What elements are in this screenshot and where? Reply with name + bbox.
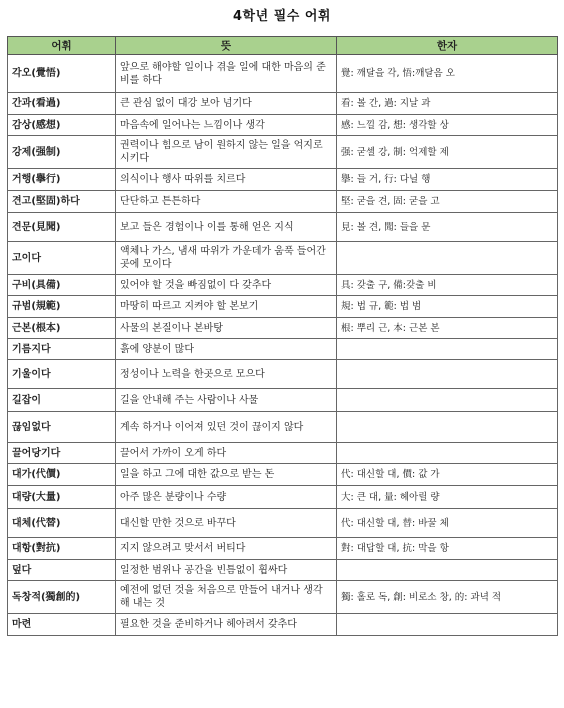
- table-row: [8, 389, 558, 412]
- vocab-meaning-cell: 끌어서 가까이 오게 하다: [116, 443, 337, 464]
- vocab-hanja-cell: 大: 큰 대, 量: 헤아릴 량: [337, 486, 558, 509]
- table-row: [8, 538, 558, 560]
- table-row: [8, 296, 558, 318]
- vocab-meaning-cell: 액체나 가스, 냄새 따위가 가운데가 움푹 들어간 곳에 모이다: [116, 242, 337, 275]
- table-row: [8, 115, 558, 136]
- column-header-hanja: 한자: [337, 37, 558, 55]
- table-row: [8, 360, 558, 389]
- vocab-word-cell: 규범(規範): [8, 296, 116, 318]
- vocab-word-cell: 근본(根本): [8, 318, 116, 339]
- vocab-word-cell: 견문(見聞): [8, 213, 116, 242]
- vocab-meaning-cell: 필요한 것을 준비하거나 헤아려서 갖추다: [116, 614, 337, 636]
- vocab-hanja-cell: [337, 443, 558, 464]
- table-row: [8, 560, 558, 581]
- vocab-word-cell: 대량(大量): [8, 486, 116, 509]
- vocab-hanja-cell: [337, 389, 558, 412]
- vocab-meaning-cell: 앞으로 해야할 일이나 겪을 일에 대한 마음의 준비를 하다: [116, 55, 337, 93]
- vocab-word-cell: 감상(感想): [8, 115, 116, 136]
- vocab-word-cell: 끌어당기다: [8, 443, 116, 464]
- table-row: [8, 275, 558, 296]
- vocab-hanja-cell: 感: 느낄 감, 想: 생각할 상: [337, 115, 558, 136]
- vocab-word-cell: 기울이다: [8, 360, 116, 389]
- vocab-hanja-cell: 獨: 홀로 독, 創: 비로소 창, 的: 과녁 적: [337, 581, 558, 614]
- vocab-meaning-cell: 의식이나 행사 따위를 치르다: [116, 169, 337, 191]
- vocab-word-cell: 구비(具備): [8, 275, 116, 296]
- vocab-meaning-cell: 계속 하거나 이어져 있던 것이 끊이지 않다: [116, 412, 337, 443]
- column-header-word: 어휘: [8, 37, 116, 55]
- table-row: [8, 55, 558, 93]
- vocabulary-table: [7, 36, 558, 636]
- vocab-word-cell: 간과(看過): [8, 93, 116, 115]
- table-row: [8, 443, 558, 464]
- table-row: [8, 412, 558, 443]
- vocab-word-cell: 덮다: [8, 560, 116, 581]
- vocab-word-cell: 대항(對抗): [8, 538, 116, 560]
- vocab-word-cell: 마련: [8, 614, 116, 636]
- vocab-meaning-cell: 보고 들은 경험이나 이를 통해 얻은 지식: [116, 213, 337, 242]
- vocab-meaning-cell: 흙에 양분이 많다: [116, 339, 337, 360]
- vocab-hanja-cell: 具: 갖출 구, 備:갖출 비: [337, 275, 558, 296]
- vocab-hanja-cell: 擧: 들 거, 行: 다닐 행: [337, 169, 558, 191]
- page-title: 4학년 필수 어휘: [233, 9, 331, 24]
- table-row: [8, 339, 558, 360]
- vocab-word-cell: 길잡이: [8, 389, 116, 412]
- vocab-meaning-cell: 권력이나 힘으로 남이 원하지 않는 일을 억지로 시키다: [116, 136, 337, 169]
- vocab-hanja-cell: [337, 242, 558, 275]
- table-row: [8, 614, 558, 636]
- vocab-hanja-cell: [337, 614, 558, 636]
- table-row: [8, 464, 558, 486]
- vocab-word-cell: 독창적(獨創的): [8, 581, 116, 614]
- vocab-hanja-cell: 根: 뿌리 근, 本: 근본 본: [337, 318, 558, 339]
- vocab-meaning-cell: 일을 하고 그에 대한 값으로 받는 돈: [116, 464, 337, 486]
- vocab-hanja-cell: 代: 대신할 대, 替: 바꿀 체: [337, 509, 558, 538]
- vocab-word-cell: 기름지다: [8, 339, 116, 360]
- vocab-meaning-cell: 지지 않으려고 맞서서 버티다: [116, 538, 337, 560]
- vocab-word-cell: 거행(擧行): [8, 169, 116, 191]
- vocab-word-cell: 대가(代價): [8, 464, 116, 486]
- vocab-hanja-cell: 規: 법 규, 範: 법 범: [337, 296, 558, 318]
- column-header-meaning: 뜻: [116, 37, 337, 55]
- vocab-word-cell: 견고(堅固)하다: [8, 191, 116, 213]
- vocab-hanja-cell: 見: 볼 견, 聞: 들을 문: [337, 213, 558, 242]
- table-row: [8, 169, 558, 191]
- vocab-hanja-cell: 强: 굳셀 강, 制: 억제할 제: [337, 136, 558, 169]
- vocab-meaning-cell: 아주 많은 분량이나 수량: [116, 486, 337, 509]
- vocab-word-cell: 고이다: [8, 242, 116, 275]
- vocab-meaning-cell: 마음속에 일어나는 느낌이나 생각: [116, 115, 337, 136]
- vocab-meaning-cell: 사물의 본질이나 본바탕: [116, 318, 337, 339]
- table-row: [8, 213, 558, 242]
- vocab-hanja-cell: 對: 대답할 대, 抗: 막을 항: [337, 538, 558, 560]
- vocab-meaning-cell: 있어야 할 것을 빠짐없이 다 갖추다: [116, 275, 337, 296]
- vocab-hanja-cell: [337, 412, 558, 443]
- table-row: [8, 581, 558, 614]
- vocab-hanja-cell: [337, 560, 558, 581]
- vocab-hanja-cell: 代: 대신할 대, 價: 값 가: [337, 464, 558, 486]
- vocab-hanja-cell: [337, 360, 558, 389]
- vocab-word-cell: 강제(强制): [8, 136, 116, 169]
- vocab-meaning-cell: 마땅히 따르고 지켜야 할 본보기: [116, 296, 337, 318]
- vocab-meaning-cell: 일정한 범위나 공간을 빈틈없이 휩싸다: [116, 560, 337, 581]
- vocab-hanja-cell: [337, 339, 558, 360]
- vocab-word-cell: 대체(代替): [8, 509, 116, 538]
- vocab-meaning-cell: 예전에 없던 것을 처음으로 만들어 내거나 생각해 내는 것: [116, 581, 337, 614]
- table-row: [8, 93, 558, 115]
- table-row: [8, 136, 558, 169]
- vocab-hanja-cell: 堅: 굳을 견, 固: 굳을 고: [337, 191, 558, 213]
- table-row: [8, 486, 558, 509]
- vocab-word-cell: 각오(覺悟): [8, 55, 116, 93]
- vocab-hanja-cell: 看: 볼 간, 過: 지날 과: [337, 93, 558, 115]
- vocab-word-cell: 끊임없다: [8, 412, 116, 443]
- table-row: [8, 242, 558, 275]
- vocab-meaning-cell: 큰 관심 없이 대강 보아 넘기다: [116, 93, 337, 115]
- vocab-meaning-cell: 정성이나 노력을 한곳으로 모으다: [116, 360, 337, 389]
- table-row: [8, 318, 558, 339]
- table-row: [8, 509, 558, 538]
- table-header-row: [8, 37, 558, 55]
- vocab-meaning-cell: 길을 안내해 주는 사람이나 사물: [116, 389, 337, 412]
- vocab-meaning-cell: 단단하고 튼튼하다: [116, 191, 337, 213]
- vocab-hanja-cell: 覺: 깨달을 각, 悟:깨달음 오: [337, 55, 558, 93]
- table-body: [8, 55, 558, 636]
- table-row: [8, 191, 558, 213]
- vocab-meaning-cell: 대신할 만한 것으로 바꾸다: [116, 509, 337, 538]
